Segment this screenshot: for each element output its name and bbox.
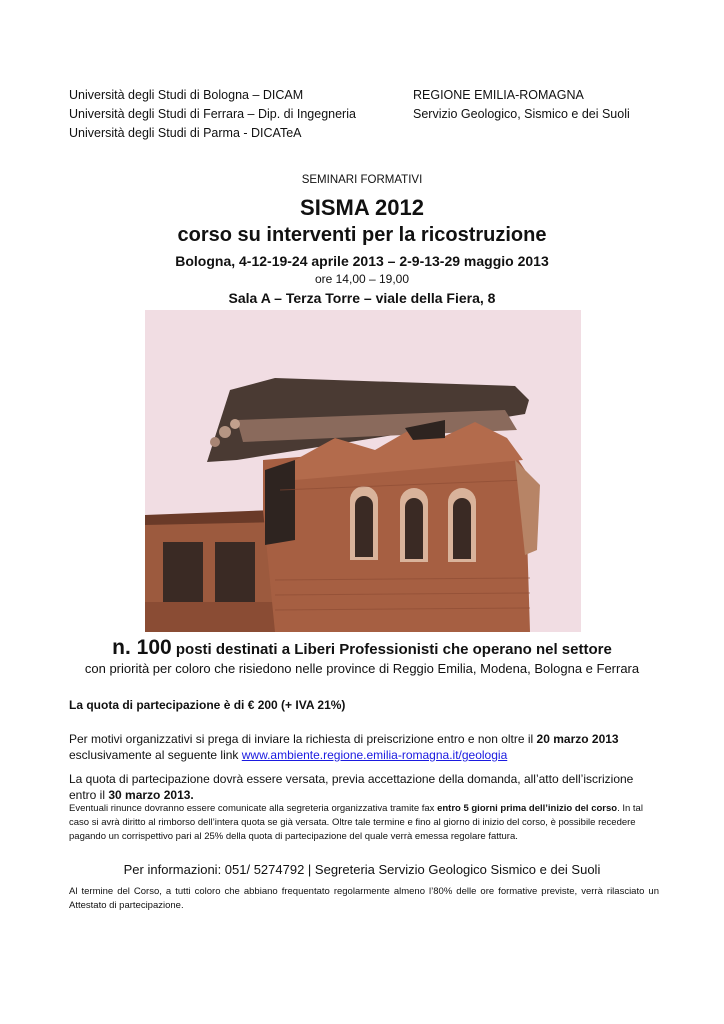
header-right-line-2: Servizio Geologico, Sismico e dei Suoli bbox=[413, 107, 630, 121]
header-right-line-1: REGIONE EMILIA-ROMAGNA bbox=[413, 88, 584, 102]
event-subtitle: corso su interventi per la ricostruzione bbox=[177, 224, 547, 246]
withdrawal-text-1: Eventuali rinunce dovranno essere comunicate alla segreteria organizzativa tramite fax bbox=[69, 803, 438, 814]
registration-paragraph-1 bbox=[69, 731, 659, 763]
registration-deadline: 20 marzo 2013 bbox=[536, 732, 619, 746]
withdrawal-text-2: . In tal caso si avrà diritto al rimborso dell’intera quota se già versata. Oltre tale termine e fino al giorno di inizio del corso, è possibile recedere pagando un corrispettivo pari al 25% della quota di partecipazione del quale verrà emessa regolare fattura. bbox=[69, 803, 643, 842]
contact-info: Per informazioni: 051/ 5274792 | Segreteria Servizio Geologico Sismico e dei Suoli bbox=[123, 862, 601, 877]
header-left-line-2: Università degli Studi di Ferrara – Dip. di Ingegneria bbox=[69, 107, 356, 121]
event-title: SISMA 2012 bbox=[300, 195, 424, 220]
header-left-line-3: Università degli Studi di Parma - DICATeA bbox=[69, 126, 302, 140]
header-left-line-1: Università degli Studi di Bologna – DICAM bbox=[69, 88, 304, 102]
payment-deadline: 30 marzo 2013. bbox=[108, 788, 194, 802]
registration-paragraph-2 bbox=[69, 771, 659, 803]
seats-priority: con priorità per coloro che risiedono nelle province di Reggio Emilia, Modena, Bologna e Ferrara bbox=[84, 661, 640, 676]
damaged-tower-photo bbox=[145, 310, 581, 632]
event-dates: Bologna, 4-12-19-24 aprile 2013 – 2-9-13-29 maggio 2013 bbox=[175, 253, 549, 269]
seats-line bbox=[0, 636, 724, 660]
registration-p1-mid: esclusivamente al seguente link bbox=[69, 748, 242, 762]
registration-p2-text: La quota di partecipazione dovrà essere versata, previa accettazione della domanda, all’atto dell’iscrizione entro il bbox=[69, 772, 634, 802]
withdrawal-notice bbox=[69, 802, 659, 844]
geologia-link[interactable]: www.ambiente.regione.emilia-romagna.it/geologia bbox=[241, 748, 508, 762]
registration-p1-text: Per motivi organizzativi si prega di inviare la richiesta di preiscrizione entro e non oltre il bbox=[69, 732, 537, 746]
event-kicker: SEMINARI FORMATIVI bbox=[301, 174, 423, 186]
attendance-certificate-note: Al termine del Corso, a tutti coloro che abbiano frequentato regolarmente almeno l’80% delle ore formative previste, verrà rilasciato un Attestato di partecipazione. bbox=[69, 886, 659, 911]
seats-text: posti destinati a Liberi Professionisti che operano nel settore bbox=[171, 641, 612, 658]
event-hours: ore 14,00 – 19,00 bbox=[314, 272, 410, 286]
withdrawal-deadline: entro 5 giorni prima dell’inizio del corso bbox=[437, 803, 618, 814]
seats-number: n. 100 bbox=[112, 636, 172, 659]
fee-label: La quota di partecipazione è di € 200 (+ IVA 21%) bbox=[69, 698, 346, 712]
event-venue: Sala A – Terza Torre – viale della Fiera, 8 bbox=[228, 290, 496, 306]
